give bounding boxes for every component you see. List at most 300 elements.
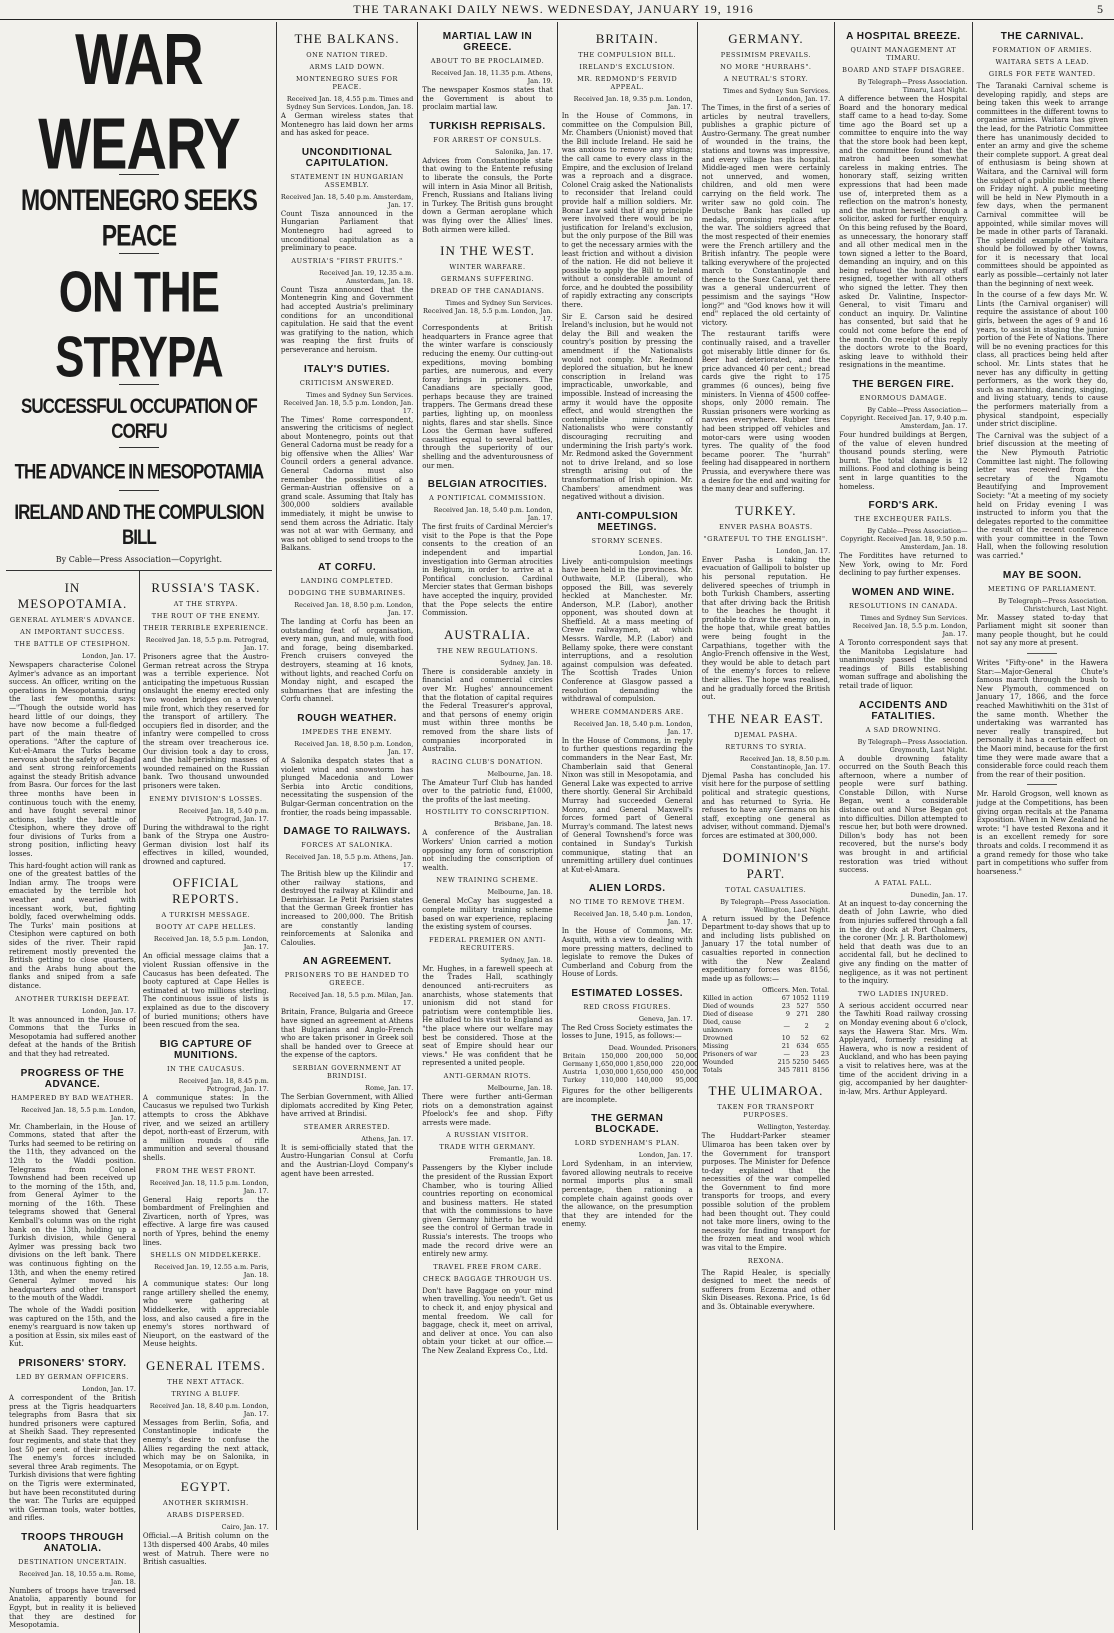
- article-paragraph: In the House of Commons, Mr. Asquith, with a view to dealing with more pressing matters, declined to legislate to remove the Dukes of Cumberland and Coburg from the House of Lords.: [561, 927, 693, 979]
- subheading: FORMATION OF ARMIES.: [992, 46, 1093, 54]
- dateline: Received Jan. 19, 12.35 a.m. Amsterdam, Jan. 18.: [319, 268, 414, 285]
- article-paragraph: A communique states: In the Caucasus we repulsed two Turkish attempts to cross the Abkhave river, and we seized an artillery depot, north-east of Erzerum, with a million rounds of rifle ammunition and several thousand shells.: [142, 1093, 269, 1162]
- article-heading: AN AGREEMENT.: [302, 956, 392, 968]
- subheading: BOARD AND STAFF DISAGREE.: [842, 66, 965, 74]
- article-mesopotamia: [6, 571, 139, 1633]
- article-paragraph: The Huddart-Parker steamer Ulimaroa has been taken over by the Government for transport purposes. The Minister for Defence to-day explained that the necessities of the war compelled the Government to find more transports for troops, and every possible solution of the problem had been thought out. They could not take more liners, owing to the necessity for finding transport for the frozen meat and wool which was vital to the Empire.: [701, 1132, 831, 1253]
- table-cell: Killed in action: [702, 994, 753, 1003]
- subheading: GIRLS FOR FETE WANTED.: [988, 70, 1096, 78]
- article-paragraph: In the course of a few days Mr. W. Lints (the Carnival organiser) will require the assistance of about 100 girls, between the ages of 9 and 16 years, to assist in staging the junior portion of the Fete of Nations. There will be no evening practices for this class, all practices being held after school. Mr. Lints states that he never has any difficulty in getting performers, as the work they do, such as marching, dancing, singing, and living statuary, tends to cause the performers materially from a physical standpoint, especially under strict discipline.: [976, 291, 1108, 429]
- table-cell: Germany: [562, 1060, 593, 1069]
- table-cell: 62: [820, 1034, 830, 1043]
- article-paragraph: Britain, France, Bulgaria and Greece have signed an agreement at Athens that Bulgarians and Anglo-French who are taken prisoner in Greek soil shall be handed over to Greece at the expense of the captors.: [280, 1008, 414, 1060]
- article-heading: EGYPT.: [180, 1479, 231, 1495]
- article-paragraph: The Amateur Turf Club has handed over to the patriotic fund, £1000, the profits of the last meeting.: [422, 778, 553, 804]
- article-paragraph: A communique states: Our long range artillery shelled the enemy, who were gathering at Middelkerke, with appreciable loss, and also caused a fire in the enemy's stores northward of Nieuport, on the eastward of the Meuse heights.: [142, 1280, 269, 1349]
- subheading: HAMPERED BY BAD WEATHER.: [11, 1093, 134, 1102]
- subheading: HOSTILITY TO CONSCRIPTION.: [425, 808, 550, 817]
- article-paragraph: There is considerable anxiety in financial and commercial circles over Mr. Hughes' announcement that the flotation of capital requires the Federal Treasurer's approval, and that persons of enemy origin must within three months be removed from the share lists of companies incorporated in Australia.: [422, 667, 553, 754]
- article-paragraph: A Salonika despatch states that a violent wind and snowstorm has plunged Macedonia and Lower Serbia into Arctic conditions, necessitating the suspension of the Bulgar-German concentration on the frontier, the roads being impassable.: [280, 756, 414, 817]
- dateline: Received Jan. 18, 5.5 p.m. Milan, Jan. 17.: [289, 991, 414, 1008]
- subheading: MEETING OF PARLIAMENT.: [988, 584, 1097, 593]
- table-cell: 140,000: [636, 1076, 663, 1085]
- table-cell: 1,650,000: [594, 1060, 628, 1069]
- dateline: Received Jan. 18, 4.55 p.m. Times and Sydney Sun Services. London, Jan. 18.: [286, 95, 414, 111]
- table-cell: 23: [800, 1050, 809, 1059]
- article-paragraph: There were further anti-German riots on a demonstration against Pfoelock's fee and shop. Fifty arrests were made.: [422, 1092, 553, 1127]
- dateline: Sydney, Jan. 18.: [500, 658, 553, 667]
- dateline: Brisbane, Jan. 18.: [494, 820, 553, 829]
- table-cell: 215: [777, 1058, 790, 1067]
- article-heading: WOMEN AND WINE.: [852, 586, 955, 598]
- article-heading: MARTIAL LAW IN GREECE.: [442, 31, 533, 53]
- table-header-cell: Officers.: [761, 986, 790, 995]
- subheading: FEDERAL PREMIER ON ANTI-RECRUITERS.: [428, 935, 547, 952]
- column-germany: [698, 22, 835, 1530]
- article-heading: RUSSIA'S TASK.: [151, 580, 261, 595]
- dateline: Times and Sydney Sun Services. London, Jan. 17.: [723, 87, 831, 103]
- table-cell: 95,000: [675, 1076, 699, 1085]
- dateline: By Telegraph—Press Association. Greymouth, Last Night.: [857, 737, 968, 754]
- table-cell: 280: [816, 1010, 830, 1019]
- advert-heading: REXONA.: [747, 1256, 784, 1265]
- table-cell: 110,000: [600, 1076, 628, 1085]
- dateline: Received Jan. 18, 8.50 p.m. Constantinople, Jan. 17.: [739, 754, 831, 771]
- subheading: A SAD DROWNING.: [865, 725, 941, 734]
- article-heading: TROOPS THROUGH ANATOLIA.: [21, 1531, 124, 1554]
- table-cell: Drowned: [702, 1034, 733, 1043]
- subheading: GERMANS SUFFERING.: [440, 275, 535, 284]
- article-paragraph: In the House of Commons, in committee on the Compulsion Bill, Mr. Chambers (Unionist) moved that the Bill include Ireland. He said he was anxious to remove any stigma; the call came to every class in the Empire, and the exclusion of Ireland was a reproach and a disgrace. Colonel Craig asked the Nationalists to reconsider that Ireland could provide half a million soldiers. Mr. Bonar Law said that if any principle were involved there would be no justification for Ireland's exclusion, but the only purpose of the Bill was to get the necessary armies with the least friction and without a division of the nation. He did not believe it possible to apply the Bill to Ireland without a considerable amount of force, and he doubted the possibility of rapidly extracting any conscripts there.: [561, 112, 693, 310]
- article-heading: OFFICIAL REPORTS.: [172, 875, 240, 907]
- subheading: ANTI-GERMAN RIOTS.: [443, 1071, 532, 1080]
- table-cell: 527: [796, 1002, 809, 1011]
- article-heading: MAY BE SOON.: [1002, 569, 1082, 581]
- table-cell: 1052: [792, 994, 809, 1003]
- page-number: 5: [1097, 2, 1104, 16]
- table-cell: 2: [804, 1022, 809, 1031]
- column-balkans: [277, 22, 418, 1530]
- subheading: WINTER WARFARE.: [449, 263, 526, 272]
- table-cell: 1,030,000: [594, 1068, 628, 1077]
- article-paragraph: Djemal Pasha has concluded his visit here for the purpose of settling political and strategic questions, and has returned to Syria. He refuses to have any Germans on his staff, excepting one general as adviser, without command. Djemal's forces are estimated at 300,000.: [701, 771, 831, 840]
- dateline: Melbourne, Jan. 18.: [487, 1083, 553, 1092]
- article-paragraph: Count Tisza announced that the Montenegrin King and Government had accepted Austria's preliminary conditions for an unconditional capitulation. He said that the event was gratifying to the nation, which was reaping the first fruits of perseverance and heroism.: [280, 285, 414, 354]
- subheading: A TURKISH MESSAGE.: [161, 911, 251, 920]
- subheading: FOR ARREST OF CONSULS.: [433, 135, 542, 144]
- article-paragraph: Mr. Harold Grogson, well known as judge at the Competitions, has been giving organ recitals at the Panama Exposition. When in New Zealand he wrote: "I have tested Rexona and it is an excellent remedy for sore throats and colds. I recommend it as a grand remedy for those who take part in competitions who suffer from hoarseness.": [976, 790, 1108, 876]
- dateline: Received Jan. 18, 5.40 p.m. London, Jan. 17.: [433, 506, 553, 523]
- subheading: WHERE COMMANDERS ARE.: [570, 707, 684, 716]
- article-paragraph: Newspapers characterise Colonel Aylmer's advance as an important success. An officer, writing on the operations in Mesopotamia during the last few months, says:—"Though the outside world has heard little of our doings, they have now become a full-fledged part of the main theatre of operations. "After the capture of Kut-el-Amara the Turks became nervous about the safety of Bagdad and sent strong reinforcements against the steady British advance from Basra. Our forces for the last three months have been in continuous touch with the enemy, and have fought several minor actions, lastly the battle of Ctesiphon, where they drove off four divisions of Turks from a strong position, inflicting heavy losses.: [9, 661, 136, 859]
- article-paragraph: This hard-fought action will rank as one of the greatest battles of the Indian army. The troops were emaciated by the terrible hot weather and wearied with incessant work, but, fighting boldly, faced overwhelming odds. The Turks' main positions at Ctesiphon were captured on both sides of the river. Their rapid retirement mostly prevented the British getting to close quarters, and the Arabs hung about the flanks and sniped from a safe distance.: [9, 861, 136, 990]
- table-cell: —: [783, 1022, 790, 1031]
- table-header-cell: Wounded.: [630, 1044, 663, 1053]
- table-cell: 5250: [792, 1058, 809, 1067]
- article-heading: THE CARNIVAL.: [1000, 31, 1084, 42]
- table-cell: 5465: [812, 1058, 830, 1067]
- subheading: ARMS LAID DOWN.: [309, 63, 385, 71]
- article-paragraph: A double drowning fatality occurred on the South Beach this afternoon, where a number of people were surf bathing. Constable Dillon, with Nurse Began, went a considerable distance out and Nurse Began got into difficulties. Dillon attempted to rescue her, but both were drowned. Dillon's body has not been recovered, but the nurse's body was brought in and artificial restoration was tried without success.: [839, 754, 968, 875]
- article-paragraph: The Taranaki Carnival scheme is developing rapidly, and steps are being taken this week to arrange committees in the different towns to organise armies. Waitara has given the lead, for the Patriotic Committee there has unanimously decided to enter an army and give the scheme their complete support. A great deal of enthusiasm is being shown at Waitara, and the Carnival will form the subject of a public meeting there on Friday night. A public meeting will be held in New Plymouth in a few days, when the permanent Carnival committee will be appointed, while similar moves will be made in other parts of Taranaki. The splendid example of Waitara should be followed by other towns, for it is necessary that local committees should be appointed as early as possible—certainly not later than the beginning of next week.: [976, 82, 1108, 288]
- article-heading: BRITAIN.: [595, 31, 659, 46]
- article-paragraph: Prisoners agree that the Austro-German retreat across the Strypa was a terrible experience. Not anticipating the impetuous Russian onslaught the enemy erected only two wooden bridges on a twenty mile front, which they reserved for the transport of artillery. The occupiers fled in disorder, and the infantry were compelled to cross the stream over treacherous ice. Our division took a day to cross, and the half-perishing masses of wounded remained on the Russian bank. Two thousand unwounded prisoners were taken.: [142, 653, 269, 790]
- subheading: MONTENEGRO SUES FOR PEACE.: [296, 75, 399, 91]
- dateline: Received Jan. 18, 11.5 p.m. London, Jan. 17.: [149, 1178, 269, 1195]
- headline-corfu: SUCCESSFUL OCCUPATION OF CORFU: [21, 394, 257, 443]
- article-heading: PRISONERS' STORY.: [18, 1357, 127, 1369]
- article-paragraph: The first fruits of Cardinal Mercier's visit to the Pope is that the Pope consents to the creation of an independent and impartial investigation into German atrocities in Belgium, in order to arrive at a Pontifical conclusion. Cardinal Mercier states that German bishops have accepted the inquiry, provided that the Pope selects the entire Commission.: [422, 523, 553, 618]
- table-cell: 1119: [812, 994, 830, 1003]
- table-row: [702, 1002, 830, 1010]
- dateline: Received Jan. 18, 5.5 p.m. Athens, Jan. 17.: [285, 853, 414, 870]
- dateline: London, Jan. 17.: [776, 546, 831, 555]
- article-paragraph: Sir E. Carson said he desired Ireland's inclusion, but he would not delay the Bill and weaken the country's position by pressing the amendment if the Nationalists would not comply. Mr. Redmond deplored the situation, but he knew conscription in Ireland was impracticable, unworkable, and impossible. Instead of increasing the army it would have the opposite effect, and would strengthen the contemptible minority of Nationalists who were constantly discouraging recruiting and undermining the Irish party's work. Mr. Redmond asked the Government not to drive Ireland, and so lose strength arising out of the transformation of Irish opinion. Mr. Chambers' amendment was negatived without a division.: [561, 312, 693, 502]
- divider: [119, 490, 159, 491]
- dateline: Received Jan. 18, 9.35 p.m. London, Jan. 17.: [573, 95, 693, 111]
- advert-text: The Rapid Healer, is specially designed to meet the needs of sufferers from Eczema and other Skin Diseases. Rexona. Price, 1s 6d and 3s. Obtainable everywhere.: [701, 1268, 831, 1311]
- table-row: [702, 1034, 830, 1042]
- table-cell: Died, cause unknown: [702, 1018, 742, 1035]
- subheading: ENVER PASHA BOASTS.: [719, 522, 813, 531]
- dateline: Received Jan. 18, 5.40 p.m. Amsterdam, Jan. 17.: [280, 192, 414, 209]
- subheading: AUSTRIA'S "FIRST FRUITS.": [291, 256, 403, 265]
- subheading: NO TIME TO REMOVE THEM.: [569, 898, 685, 907]
- table-cell: 634: [796, 1042, 809, 1051]
- article-heading: THE BERGEN FIRE.: [852, 379, 955, 390]
- subheading: DODGING THE SUBMARINES.: [288, 589, 406, 597]
- article-paragraph: Mr. Massey stated to-day that Parliament might sit sooner than many people thought, but he could not say any more at present.: [976, 613, 1108, 648]
- article-heading: ACCIDENTS AND FATALITIES.: [858, 699, 948, 722]
- subheading: THE NEXT ATTACK.: [167, 1377, 245, 1386]
- subheading: RETURNS TO SYRIA.: [725, 742, 807, 751]
- article-heading: AT CORFU.: [317, 562, 377, 573]
- table-cell: 1,650,000: [629, 1068, 663, 1077]
- subheading: THE BATTLE OF CTESIPHON.: [14, 640, 131, 648]
- table-cell: Britain: [562, 1052, 586, 1061]
- subheading: FORCES AT SALONIKA.: [301, 841, 393, 850]
- subheading: THE NEW REGULATIONS.: [436, 646, 539, 655]
- subheading: CRITICISM ANSWERED.: [299, 378, 395, 387]
- table-cell: 220,000: [671, 1060, 699, 1069]
- dateline: Wellington, Yesterday.: [757, 1123, 831, 1132]
- article-paragraph: Passengers by the Klyber include the president of the Russian Export Chamber, who is touring Allied countries reporting on economical and business matters. He stated that with the commissions to have given Germany hitherto he would see the control of German trade in Russia's interests. The troops who made the record drive were an entirely new army.: [422, 1164, 553, 1259]
- dateline: Dunedin, Jan. 17.: [910, 890, 968, 899]
- dateline: Received Jan. 18, 11.35 p.m. Athens, Jan. 19.: [431, 69, 553, 85]
- subheading: THEIR TERRIBLE EXPERIENCE.: [143, 624, 269, 632]
- dateline: Received Jan. 18, 8.40 p.m. London, Jan. 17.: [149, 1401, 269, 1418]
- article-paragraph: Advices from Constantinople state that owing to the Entente refusing to liberate the consuls, the Porte will intern in Asia Minor all British, French, Russians and Italians living in Turkey. The British guns brought down a German aeroplane which was flying over the Allies' lines. Both airmen were killed.: [422, 156, 553, 234]
- subheading: NO MORE "HURRAHS".: [720, 63, 812, 71]
- subheading: IN THE CAUCASUS.: [166, 1064, 245, 1073]
- subheading: GENERAL AYLMER'S ADVANCE.: [9, 616, 136, 624]
- lead-subcolumns: [6, 570, 272, 1633]
- article-paragraph: Mr. Chamberlain, in the House of Commons, stated that after the Turks had seemed to be retiring on the 11th, they advanced on the 12th to the Waddi position. Telegrams from Colonel Townshend had been received up to the morning of the 15th, and, from General Aylmer to the morning of the 16th. These telegrams showed that General Kemball's column was on the right bank on the 13th, holding up a Turkish division, while General Aylmer was pressing back two divisions on the left bank. There was continuous fighting on the 13th, and when the enemy retired General Aylmer moved his headquarters and other transport to the mouth of the Waddi.: [9, 1122, 136, 1303]
- subheading: LANDING COMPLETED.: [300, 577, 394, 585]
- article-heading: THE ULIMAROA.: [708, 1083, 824, 1099]
- table-row: [702, 994, 830, 1002]
- table-header-cell: Dead.: [608, 1044, 628, 1053]
- table-cell: 23: [781, 1002, 790, 1011]
- subheading: THE EXCHEQUER FAILS.: [854, 515, 953, 524]
- article-paragraph: Four hundred buildings at Bergen, of the value of eleven hundred thousand pounds sterling, were burnt. The total damage is 12 millions. Food and clothing is being sent in large quantities to the homeless.: [839, 431, 968, 491]
- article-russia: [139, 571, 272, 1633]
- article-heading: FORD'S ARK.: [868, 500, 939, 512]
- subheading: THE COMPULSION BILL.: [578, 51, 677, 59]
- table-cell: 1,850,000: [629, 1060, 663, 1069]
- table-cell: 67: [781, 994, 790, 1003]
- article-heading: ESTIMATED LOSSES.: [571, 987, 684, 999]
- dateline: By Telegraph—Press Association. Wellington, Last Night.: [720, 897, 831, 914]
- table-cell: 150,000: [600, 1052, 628, 1061]
- casualties-table: [702, 986, 830, 1074]
- dateline: Cairo, Jan. 17.: [221, 1523, 269, 1532]
- table-cell: 10: [781, 1034, 790, 1043]
- article-heading: TURKISH REPRISALS.: [429, 120, 546, 132]
- dateline: Received Jan. 18, 5.5 p.m. Petrograd, Jan. 17.: [145, 636, 269, 652]
- subheading: DREAD OF THE CANADIANS.: [430, 287, 545, 296]
- subheading: ENEMY DIVISION'S LOSSES.: [149, 794, 263, 803]
- article-paragraph: Figures for the other belligerents are incomplete.: [561, 1087, 693, 1104]
- article-heading: DOMINION'S PART.: [722, 849, 810, 881]
- subheading: AT THE STRYPA.: [173, 600, 239, 608]
- subheading: IMPEDES THE ENEMY.: [302, 727, 392, 736]
- article-heading: ITALY'S DUTIES.: [304, 363, 391, 375]
- column-greece-west-australia: [418, 22, 557, 1530]
- table-cell: Totals: [702, 1066, 723, 1075]
- table-cell: 345: [777, 1066, 790, 1075]
- subheading: PESSIMISM PREVAILS.: [720, 51, 812, 59]
- dateline: By Telegraph—Press Association. Timaru, Last Night.: [857, 78, 968, 94]
- table-row: [702, 1050, 830, 1058]
- dateline: Times and Sydney Sun Services. Received Jan. 18, 5.5 p.m. London, Jan. 17.: [422, 299, 553, 324]
- masthead-title: THE TARANAKI DAILY NEWS. WEDNESDAY, JANUARY 19, 1916: [353, 2, 754, 16]
- subheading: DESTINATION UNCERTAIN.: [18, 1557, 127, 1566]
- subheading: STORMY SCENES.: [591, 536, 663, 545]
- dateline: Received Jan. 19, 12.55 a.m. Paris, Jan. 18.: [154, 1263, 269, 1280]
- column-carnival: [973, 22, 1112, 1530]
- article-paragraph: The Times, in the first of a series of articles by neutral travellers, publishes a graphic picture of Austro-Germany. The great number of wounded in the trains, the stations and towns was impressive, and every village has its hospital. Middle-aged men were certainly not unnerved, and women, children, and old men were carrying on the field work. The writer saw no gold coin. The Deutsche Bank has called up medals, promising replicas after the war. The soldiers agreed that the most respected of their enemies were the French artillery and the British infantry. The people were talking everywhere of the projected march to Constantinople and thence to the Suez Canal, yet there was a general undercurrent of pessimism and the sayings "How long?" and "God knows how it will end" replaced the old certainty of victory.: [701, 104, 831, 327]
- article-heading: GERMANY.: [728, 31, 804, 46]
- dateline: Received Jan. 18, 5.5 p.m. London, Jan. 17.: [20, 1105, 136, 1122]
- losses-table: [562, 1044, 700, 1084]
- article-paragraph: Writes "Fifty-one" in the Hawera Star:—Major-General Chute's famous march through the bush to New Plymouth, commenced on January 17, 1866, and the force reached Mawhitiwhiti on the 31st of the same month. Whether the undertaking was warranted has never really transpired, but personally it has a certain effect on the Maori mind, because for the first time they were made aware that a considerable force could reach them from the rear of their position.: [976, 659, 1108, 779]
- table-header-row: [702, 986, 830, 994]
- article-paragraph: The restaurant tariffs were continually raised, and a traveller got miserably little dinner for 6s. Beer had deteriorated, and the price advanced 40 per cent.; bread cards give the right to 175 grammes (6 ounces), being five ministers. In Vienna of 4500 coffee-shops, only 2000 remain. The Russian prisoners were working as navvies everywhere. Rubber tires had been stripped off vehicles and motor-cars were using wooden tyres. The quality of the food became poorer. The "hurrah" feeling had disappeared in northern Prussia, and everywhere there was a desire for the end and waiting for the many dear and suffering.: [701, 330, 831, 494]
- article-paragraph: Official.—A British column on the 13th dispersed 400 Arabs, 40 miles west of Matruh. There were no British casualties.: [142, 1532, 269, 1567]
- subheading: A NEUTRAL'S STORY.: [723, 75, 809, 83]
- table-cell: 655: [816, 1042, 830, 1051]
- article-heading: TURKEY.: [735, 502, 797, 518]
- subheading: STEAMER ARRESTED.: [303, 1122, 391, 1131]
- table-cell: Died of disease: [702, 1010, 753, 1019]
- article-heading: THE BALKANS.: [294, 31, 400, 46]
- advert-text: Don't have Baggage on your mind when travelling. You needn't. Get us to check it, and enjoy physical and mental freedom. We call for baggage, check it, meet on arrival, and deliver at once. You can also obtain your ticket at our office.—The New Zealand Express Co., Ltd.: [422, 1286, 553, 1355]
- article-paragraph: Enver Pasha is taking the evacuation of Gallipoli to bolster up his personal reputation. He delivered speeches of triumph in both Turkish Chambers, asserting that after driving back the British to the beaches he thought it profitable to draw the enemy on, in the hope that, while great battles were being fought in the Carpathians, together with the Anglo-French offensive in the West, they would be able to detach part of the enemy's forces to relieve their allies. The hope was realised, and he gradually forced the British out.: [701, 555, 831, 702]
- lead-column: [2, 17, 277, 1630]
- subheading: SERBIAN GOVERNMENT AT BRINDISI.: [292, 1064, 402, 1080]
- table-cell: 52: [800, 1034, 809, 1043]
- article-paragraph: A return issued by the Defence Department to-day shows that up to and including lists published on January 17 the total number of casualties reported in connection with the New Zealand expeditionary forces was 8156, made up as follows:—: [701, 914, 831, 983]
- table-header-cell: Prisoners.: [664, 1044, 699, 1053]
- article-heading: A HOSPITAL BREEZE.: [846, 31, 961, 42]
- dateline: By Cable—Press Association—Copyright. Received Jan. 18, 9.50 p.m. Amsterdam, Jan. 18.: [840, 527, 968, 552]
- article-paragraph: A conference of the Australian Workers' Union carried a motion opposing any form of conscription not including the conscription of wealth.: [422, 829, 553, 872]
- article-paragraph: Lively anti-compulsion meetings have been held in the provinces. Mr. Outhwaite, M.P. (Liberal), who opposed the Bill, was severely heckled at Manchester. Mr. Anderson, M.P. (Labor), another opponent, was shouted down at Sheffield. At a mass meeting of Crewe railwaymen, at which Messrs. Wardle, M.P. (Labor) and Bellamy spoke, there were constant interruptions, and a resolution against compulsion was defeated. The Scottish Trades Union Conference at Glasgow passed a resolution demanding the withdrawal of compulsion.: [561, 557, 693, 704]
- subheading: LED BY GERMAN OFFICERS.: [16, 1372, 129, 1381]
- divider: [1027, 784, 1057, 785]
- article-paragraph: Mr. Hughes, in a farewell speech at the Trades Hall, scathingly denounced anti-recruiters as anarchists, whose statements that unionism did not stand for patriotism were contemptible lies. He alluded to his visit to England as "the place where our welfare may best be considered. Those at the seat of Empire should hear our views." He was confident that he represented a united people.: [422, 964, 553, 1068]
- article-paragraph: An official message claims that a violent Russian offensive in the Caucasus has been defeated. The booty captured at Cape Helles is estimated at two millions sterling. The continuous issue of lists is explained as due to the discovery of buried munitions; others have been rescued from the sea.: [142, 952, 269, 1030]
- dateline: London, Jan. 17.: [638, 1151, 693, 1160]
- subheading: SHELLS ON MIDDELKERKE.: [150, 1251, 262, 1260]
- table-cell: —: [783, 1050, 790, 1059]
- article-paragraph: Numbers of troops have traversed Anatolia, apparently bound for Egypt, but in reality it is believed that they are destined for Mesopotamia.: [9, 1586, 136, 1630]
- subheading: RED CROSS FIGURES.: [583, 1002, 671, 1011]
- article-heading: AUSTRALIA.: [444, 626, 531, 642]
- dateline: Melbourne, Jan. 18.: [487, 769, 553, 778]
- subheading: TAKEN FOR TRANSPORT PURPOSES.: [717, 1103, 815, 1120]
- article-heading: GENERAL ITEMS.: [146, 1357, 266, 1373]
- article-heading: ANTI-COMPULSION MEETINGS.: [576, 510, 679, 533]
- dateline: Received Jan. 18, 5.40 p.m. London, Jan. 17.: [573, 719, 693, 736]
- article-heading: PROGRESS OF THE ADVANCE.: [20, 1067, 125, 1090]
- dateline: London, Jan. 17.: [81, 652, 136, 660]
- article-paragraph: A German wireless states that Montenegro has laid down her arms and has asked for peace.: [280, 112, 414, 138]
- article-paragraph: In the House of Commons, in reply to further questions regarding the commanders in the Near East, Mr. Chamberlain said that General Nixon was still in Mesopotamia, and General Lake was expected to arrive there shortly. General Sir Archibald Murray had succeeded General Monro, and General Maxwell's forces formed part of General Murray's command. The latest news of General Townshend's force was contained in Sunday's Turkish communique, stating that an unremitting artillery duel continues at Kut-el-Amara.: [561, 736, 693, 874]
- article-paragraph: The Forditites have returned to New York, owing to Mr. Ford declining to pay further expenses.: [839, 552, 968, 578]
- column-hospital-breeze: [835, 22, 972, 1530]
- headline-mesopotamia: THE ADVANCE IN MESOPOTAMIA: [14, 459, 264, 484]
- subheading: NEW TRAINING SCHEME.: [436, 876, 539, 885]
- subheading: A PONTIFICAL COMMISSION.: [429, 494, 546, 503]
- article-paragraph: A correspondent of the British press at the Tigris headquarters telegraphs from Basra that six hundred prisoners were captured at Sheikh Saad. They represented four regiments, and state that they lost 50 per cent. of their strength. The enemy's forces included several three Arab regiments. The Turkish divisions that were fighting on the Tigris were exterminated, but have been reconstituted during the war. The Turks are equipped with German tools, water bottles, and rifles.: [9, 1393, 136, 1523]
- article-paragraph: At an inquest to-day concerning the death of John Lawrie, who died from injuries suffered through a fall in the dry dock at Port Chalmers, the coroner (Mr. J. R. Bartholomew) held that death was due to an accidental fall, but he declined to give any finding on the matter of negligence, as it was not pertinent to the inquiry.: [839, 899, 968, 986]
- subheading: ABOUT TO BE PROCLAIMED.: [430, 57, 545, 65]
- table-row: [702, 1042, 830, 1050]
- article-heading: UNCONDITIONAL CAPITULATION.: [301, 146, 393, 169]
- dateline: Athens, Jan. 17.: [361, 1134, 414, 1143]
- table-row: [562, 1076, 700, 1084]
- headline-strypa: ON THE STRYPA: [55, 261, 223, 390]
- table-header-cell: Men.: [791, 986, 809, 995]
- article-paragraph: It was announced in the House of Commons that the Turks in Mesopotamia had suffered another defeat at the hands of the British and that they had retreated.: [9, 1015, 136, 1058]
- subheading: "GRATEFUL TO THE ENGLISH".: [703, 534, 829, 543]
- subheading: A RUSSIAN VISITOR.: [446, 1131, 529, 1140]
- table-cell: 271: [796, 1010, 809, 1019]
- advert-heading: TRAVEL FREE FROM CARE.: [433, 1262, 542, 1271]
- dateline: Salonika, Jan. 17.: [495, 147, 553, 156]
- subheading: RESOLUTIONS IN CANADA.: [848, 601, 958, 610]
- subheading: DJEMAL PASHA.: [734, 730, 798, 739]
- table-cell: 7811: [792, 1066, 809, 1075]
- table-header-cell: [702, 986, 761, 994]
- table-cell: Died of wounds: [702, 1002, 754, 1011]
- dateline: Sydney, Jan. 18.: [500, 955, 553, 964]
- article-paragraph: General McCay has suggested a complete military training scheme based on war experience, replacing the existing system of courses.: [422, 897, 553, 932]
- table-header-row: [562, 1044, 700, 1052]
- divider: [1027, 653, 1057, 654]
- article-paragraph: A difference between the Hospital Board and the honorary medical staff came to a head to-day. Some time ago the Board set up a committee to enquire into the way that the store book had been kept, and the committee found that the matron had been somewhat careless in making entries. The honorary staff, seizing written expressions that had been made use of, interpreted them as a reflection on the matron's honesty, and the matron herself, through a solicitor, asked for further enquiry. On this being refused by the Board, as unnecessary, the honorary staff and all other medical men in the town signed a letter to the Board, demanding an inquiry, and on this being refused the honorary staff resigned, together with all others who signed the letter. They then asked Dr. Valintine, Inspector-General, to visit Timaru and conduct an inquiry. Dr. Valintine has consented, but said that he could not come before the end of the month. On receipt of this reply the doctors wrote to the Board, asking leave to withhold their resignations in the meantime.: [839, 95, 968, 370]
- column-britain: [558, 22, 698, 1530]
- dateline: By Telegraph—Press Association. Christchurch, Last Night.: [998, 596, 1108, 613]
- advert-subheading: CHECK BAGGAGE THROUGH US.: [422, 1274, 553, 1283]
- article-paragraph: Correspondents at British headquarters in France agree that the winter warfare is consciously reducing the enemy. Our cutting-out expeditions, moving bombing parties, are numerous, and every foray brings in prisoners. The Canadians are specially good, perhaps because they are trained trappers. The Germans dread these parties, lighting up, on moonless nights, flares and star shells. Since Loos the German have suffered casualties equal to several battles, through the superiority of our shelling and the adventurousness of our men.: [422, 324, 553, 470]
- article-heading: BELGIAN ATROCITIES.: [427, 479, 548, 491]
- subheading: STATEMENT IN HUNGARIAN ASSEMBLY.: [290, 172, 404, 189]
- headline-ireland: IRELAND AND THE COMPULSION BILL: [14, 500, 264, 549]
- table-header-cell: Total.: [810, 986, 830, 995]
- table-row: [562, 1052, 700, 1060]
- article-paragraph: Messages from Berlin, Sofia, and Constantinople indicate the enemy's desire to confuse the Allies regarding the next attack, which may be on Salonika, in Mesopotamia, or on Egypt.: [142, 1418, 269, 1470]
- table-cell: Austria: [562, 1068, 587, 1077]
- article-paragraph: The Times' Rome correspondent, answering the criticisms of neglect about Montenegro, points out that General Cadorna must be ready for a big offensive when the Allies' War Council orders a general advance. General Cadorna must also remember the possibilities of a German-Austrian offensive on a grand scale. Assuming that Italy has 300,000 soldiers available immediately, it might be unwise to send them across the Adriatic. Italy was not at war with Germany, and was not obliged to send troops to the Balkans.: [280, 415, 414, 553]
- subheading: ARABS DISPERSED.: [167, 1511, 245, 1520]
- headline-montenegro: MONTENEGRO SEEKS PEACE: [21, 182, 257, 252]
- dateline: Times and Sydney Sun Services. Received Jan. 18, 5.5 p.m. London, Jan. 17.: [283, 390, 414, 415]
- dateline: By Cable—Press Association—Copyright. Received Jan. 17, 9.40 p.m. Amsterdam, Jan. 17.: [840, 406, 968, 430]
- table-cell: Prisoners of war: [702, 1050, 757, 1059]
- subheading: WAITARA SETS A LEAD.: [995, 58, 1090, 66]
- table-cell: Wounded: [702, 1058, 734, 1067]
- subheading: ENORMOUS DAMAGE.: [859, 394, 948, 402]
- table-row: [562, 1060, 700, 1068]
- dateline: Melbourne, Jan. 18.: [487, 888, 553, 897]
- table-cell: 450,000: [671, 1068, 699, 1077]
- article-heading: DAMAGE TO RAILWAYS.: [283, 826, 411, 838]
- article-paragraph: The newspaper Kosmos states that the Government is about to proclaim martial law.: [422, 86, 553, 112]
- dateline: Fremantle, Jan. 18.: [489, 1155, 553, 1164]
- table-cell: 2: [825, 1022, 830, 1031]
- subheading: ANOTHER TURKISH DEFEAT.: [15, 994, 130, 1003]
- table-cell: 9: [785, 1010, 790, 1019]
- dateline: Rome, Jan. 17.: [365, 1084, 414, 1092]
- article-paragraph: It is semi-officially stated that the Austro-Hungarian Consul at Corfu and the Austrian-Lloyd Company's agent have been arrested.: [280, 1143, 414, 1178]
- subheading: PRISONERS TO BE HANDED TO GREECE.: [284, 971, 410, 988]
- article-paragraph: During the withdrawal to the right bank of the Strypa one Austro-German division lost half its effectives in killed, wounded, drowned and captured.: [142, 823, 269, 866]
- subheading: TRYING A BLUFF.: [171, 1389, 241, 1398]
- subheading: ANOTHER SKIRMISH.: [162, 1499, 249, 1508]
- article-paragraph: Lord Sydenham, in an interview, favored allowing neutrals to receive normal imports plus a small percentage, then rationing a complete chain against goods over the allowance, on the presumption that they are intended for the enemy.: [561, 1160, 693, 1229]
- table-cell: 8156: [812, 1066, 830, 1075]
- subheading: A FATAL FALL.: [874, 878, 932, 887]
- subheading: BOOTY AT CAPE HELLES.: [155, 923, 257, 932]
- table-row: [562, 1068, 700, 1076]
- dateline: Received Jan. 18, 5.40 p.m. London, Jan. 17.: [573, 910, 693, 927]
- article-heading: ALIEN LORDS.: [588, 883, 666, 895]
- article-paragraph: The British blew up the Kilindir and other railway stations, and destroyed the railway at Kilindir and Demirhissar. Le Petit Parisien states that the German Greek frontier has increased to 200,000. The British are constantly landing reinforcements at Salonika and Caloulies.: [280, 870, 414, 947]
- table-cell: 550: [816, 1002, 830, 1011]
- article-heading: THE GERMAN BLOCKADE.: [591, 1113, 664, 1136]
- article-paragraph: The landing at Corfu has been an outstanding feat of organisation, every man, gun, and mule, with food and forage, being disembarked. French cruisers conveyed the destroyers, steaming at 16 knots, without lights, and reached Corfu on Monday night, and escaped the submarines that are infesting the Corfu channel.: [280, 618, 414, 704]
- dateline: Received Jan. 18, 5.5 p.m. London, Jan. 17.: [153, 935, 269, 952]
- divider: [119, 253, 159, 254]
- article-paragraph: A serious accident occurred near the Tawhiti Road railway crossing on Monday evening about 6 o'clock, says the Hawera Star. Mrs. Wm. Appleyard, formerly residing at Hawera, who is now a resident of Auckland, and who has been paying a visit to relatives here, was at the time of the accident driving in a gig, accompanied by her daughter-in-law, Mrs. Arthur Appleyard.: [839, 1001, 968, 1096]
- divider: [119, 447, 159, 448]
- dateline: London, Jan. 16.: [638, 548, 693, 557]
- table-cell: 23: [820, 1050, 830, 1059]
- table-cell: 200,000: [636, 1052, 663, 1061]
- article-paragraph: The whole of the Waddi position was captured on the 15th, and the enemy's rearguard is now taken up a position at Essin, six miles east of Kut.: [9, 1306, 136, 1349]
- subheading: ONE NATION TIRED.: [306, 51, 388, 59]
- table-cell: Turkey: [562, 1076, 586, 1085]
- table-row: [702, 1018, 830, 1034]
- article-heading: BIG CAPTURE OF MUNITIONS.: [159, 1038, 253, 1061]
- subheading: IRELAND'S EXCLUSION.: [579, 63, 676, 71]
- subheading: LORD SYDENHAM'S PLAN.: [574, 1139, 680, 1148]
- subheading: FROM THE WEST FRONT.: [155, 1166, 257, 1175]
- article-paragraph: Count Tisza announced in the Hungarian Parliament that Montenegro had agreed to unconditional capitulation as a preliminary to peace.: [280, 209, 414, 253]
